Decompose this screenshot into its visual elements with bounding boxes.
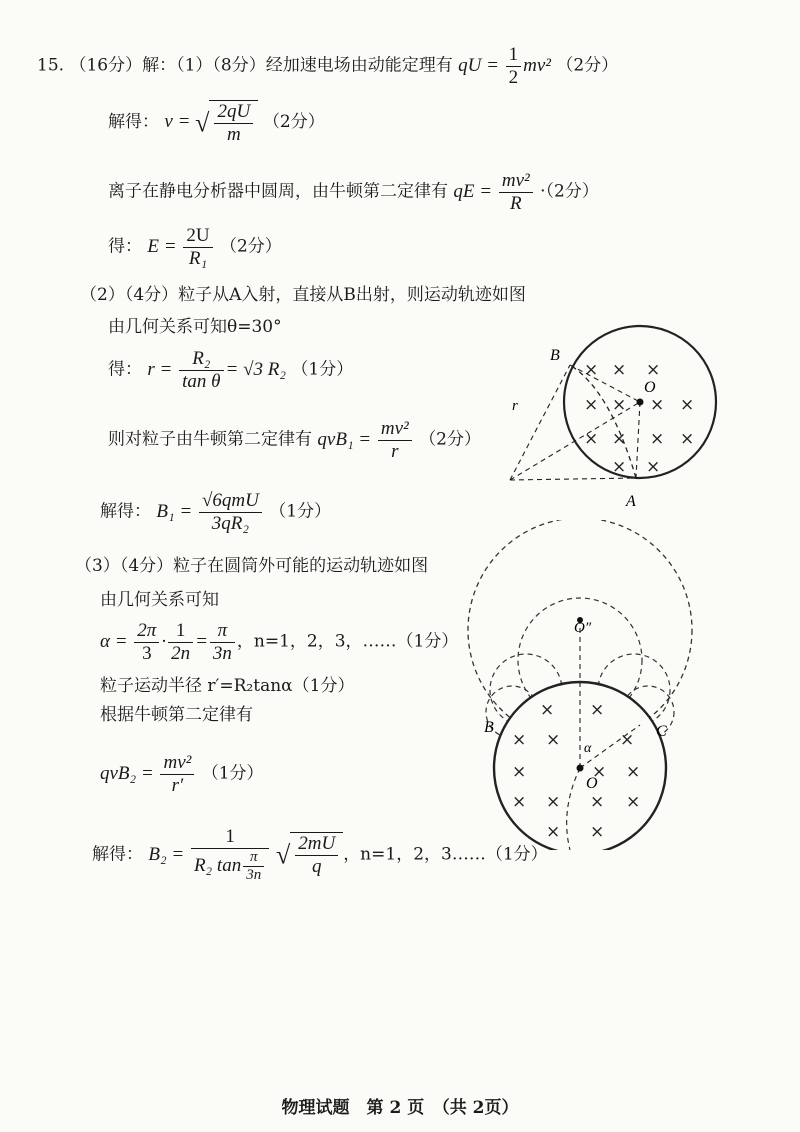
center-dot-2 <box>577 765 584 772</box>
alpha-equation: α = $\frac{2\pi}{3}$ · $\frac{1}{2n}$ = $\frac{\pi}{3n}$ ，n=1，2，3，……（1分） <box>100 620 459 664</box>
label-B-1: B <box>550 347 560 364</box>
solve-v: 解得： v = √ $\frac{2qU}{m}$ （2分） <box>108 101 325 145</box>
part3-geometry: 由几何关系可知 <box>100 590 219 610</box>
svg-text:×: × <box>546 822 561 842</box>
svg-text:×: × <box>646 457 661 477</box>
svg-text:×: × <box>612 395 627 415</box>
diagram-part3 <box>440 520 780 850</box>
radius-line-2 <box>510 478 636 480</box>
part3-header: （3）（4分）粒子在圆筒外可能的运动轨迹如图 <box>75 556 429 576</box>
newton-electric: 离子在静电分析器中圆周，由牛顿第二定律有 qE = $\frac{\text{mv²}}{R}$ ·（2分） <box>108 170 599 214</box>
chord-line-2 <box>636 402 640 478</box>
label-r-1: r <box>512 398 518 414</box>
svg-text:×: × <box>592 762 607 782</box>
question-header: 15. （16分）解：（1）（8分）经加速电场由动能定理有 qU = $\frac{1}{2}$ mv² （2分） <box>37 44 619 88</box>
solve-b2: 解得： B₂ = 1 R₂ tan $\frac{\pi}{3n}$ √ $\frac{2mU}{q}$ ，n=1，2，3……（1分） <box>92 826 548 884</box>
svg-text:×: × <box>680 395 695 415</box>
part2-header: （2）（4分）粒子从A入射，直接从B出射，则运动轨迹如图 <box>80 285 526 305</box>
eq1: qU = $\frac{1}{2}$ mv² <box>458 44 552 88</box>
svg-text:×: × <box>584 360 599 380</box>
center-dot-1 <box>637 399 644 406</box>
page-footer: 物理试题 第 2 页 （共 2页） <box>281 1098 519 1118</box>
solve-r: 得： r = $\frac{\text{R₂}}{\text{tan θ}}$ = √3 R₂ （1分） <box>108 348 354 392</box>
svg-text:×: × <box>650 429 665 449</box>
svg-text:×: × <box>620 730 635 750</box>
label-O-2: O <box>586 775 598 792</box>
svg-text:×: × <box>680 429 695 449</box>
svg-text:×: × <box>512 762 527 782</box>
radius-line-1 <box>510 365 570 480</box>
label-O2: O″ <box>574 620 592 636</box>
label-C-2: C <box>656 723 667 740</box>
newton-b2: qvB₂ = $\frac{\text{mv²}}{r'}$ （1分） <box>100 752 264 796</box>
svg-text:×: × <box>612 457 627 477</box>
svg-text:×: × <box>512 730 527 750</box>
solve-e: 得： E = $\frac{2U}{\text{R₁}}$ （2分） <box>108 225 282 269</box>
label-O-1: O <box>644 379 656 396</box>
svg-text:×: × <box>546 730 561 750</box>
svg-text:×: × <box>612 429 627 449</box>
svg-text:×: × <box>584 429 599 449</box>
svg-text:×: × <box>540 700 555 720</box>
svg-text:×: × <box>612 360 627 380</box>
chord-line-1 <box>570 365 640 402</box>
svg-text:×: × <box>626 792 641 812</box>
svg-text:×: × <box>646 360 661 380</box>
part2-geometry: 由几何关系可知θ=30° <box>108 317 282 337</box>
label-A-1: A <box>626 493 636 510</box>
solve-b1: 解得： B₁ = $\frac{\text{√6qmU}}{\text{3qR₂}}$ （1分） <box>100 490 332 534</box>
field-crosses-1 <box>584 360 694 477</box>
svg-text:×: × <box>626 762 641 782</box>
svg-text:×: × <box>546 792 561 812</box>
svg-text:×: × <box>590 822 605 842</box>
svg-text:×: × <box>590 792 605 812</box>
svg-text:×: × <box>512 792 527 812</box>
radius-text: 粒子运动半径 r′=R₂tanα（1分） <box>100 676 355 696</box>
svg-text:×: × <box>590 700 605 720</box>
label-alpha: α <box>584 741 592 756</box>
diagram-part2 <box>460 320 760 520</box>
label-B-2: B <box>484 719 494 736</box>
newton-b1: 则对粒子由牛顿第二定律有 qvB₁ = $\frac{\text{mv²}}{r}$ （2分） <box>108 418 481 462</box>
svg-text:×: × <box>650 395 665 415</box>
newton-text: 根据牛顿第二定律有 <box>100 705 253 725</box>
svg-text:×: × <box>584 395 599 415</box>
